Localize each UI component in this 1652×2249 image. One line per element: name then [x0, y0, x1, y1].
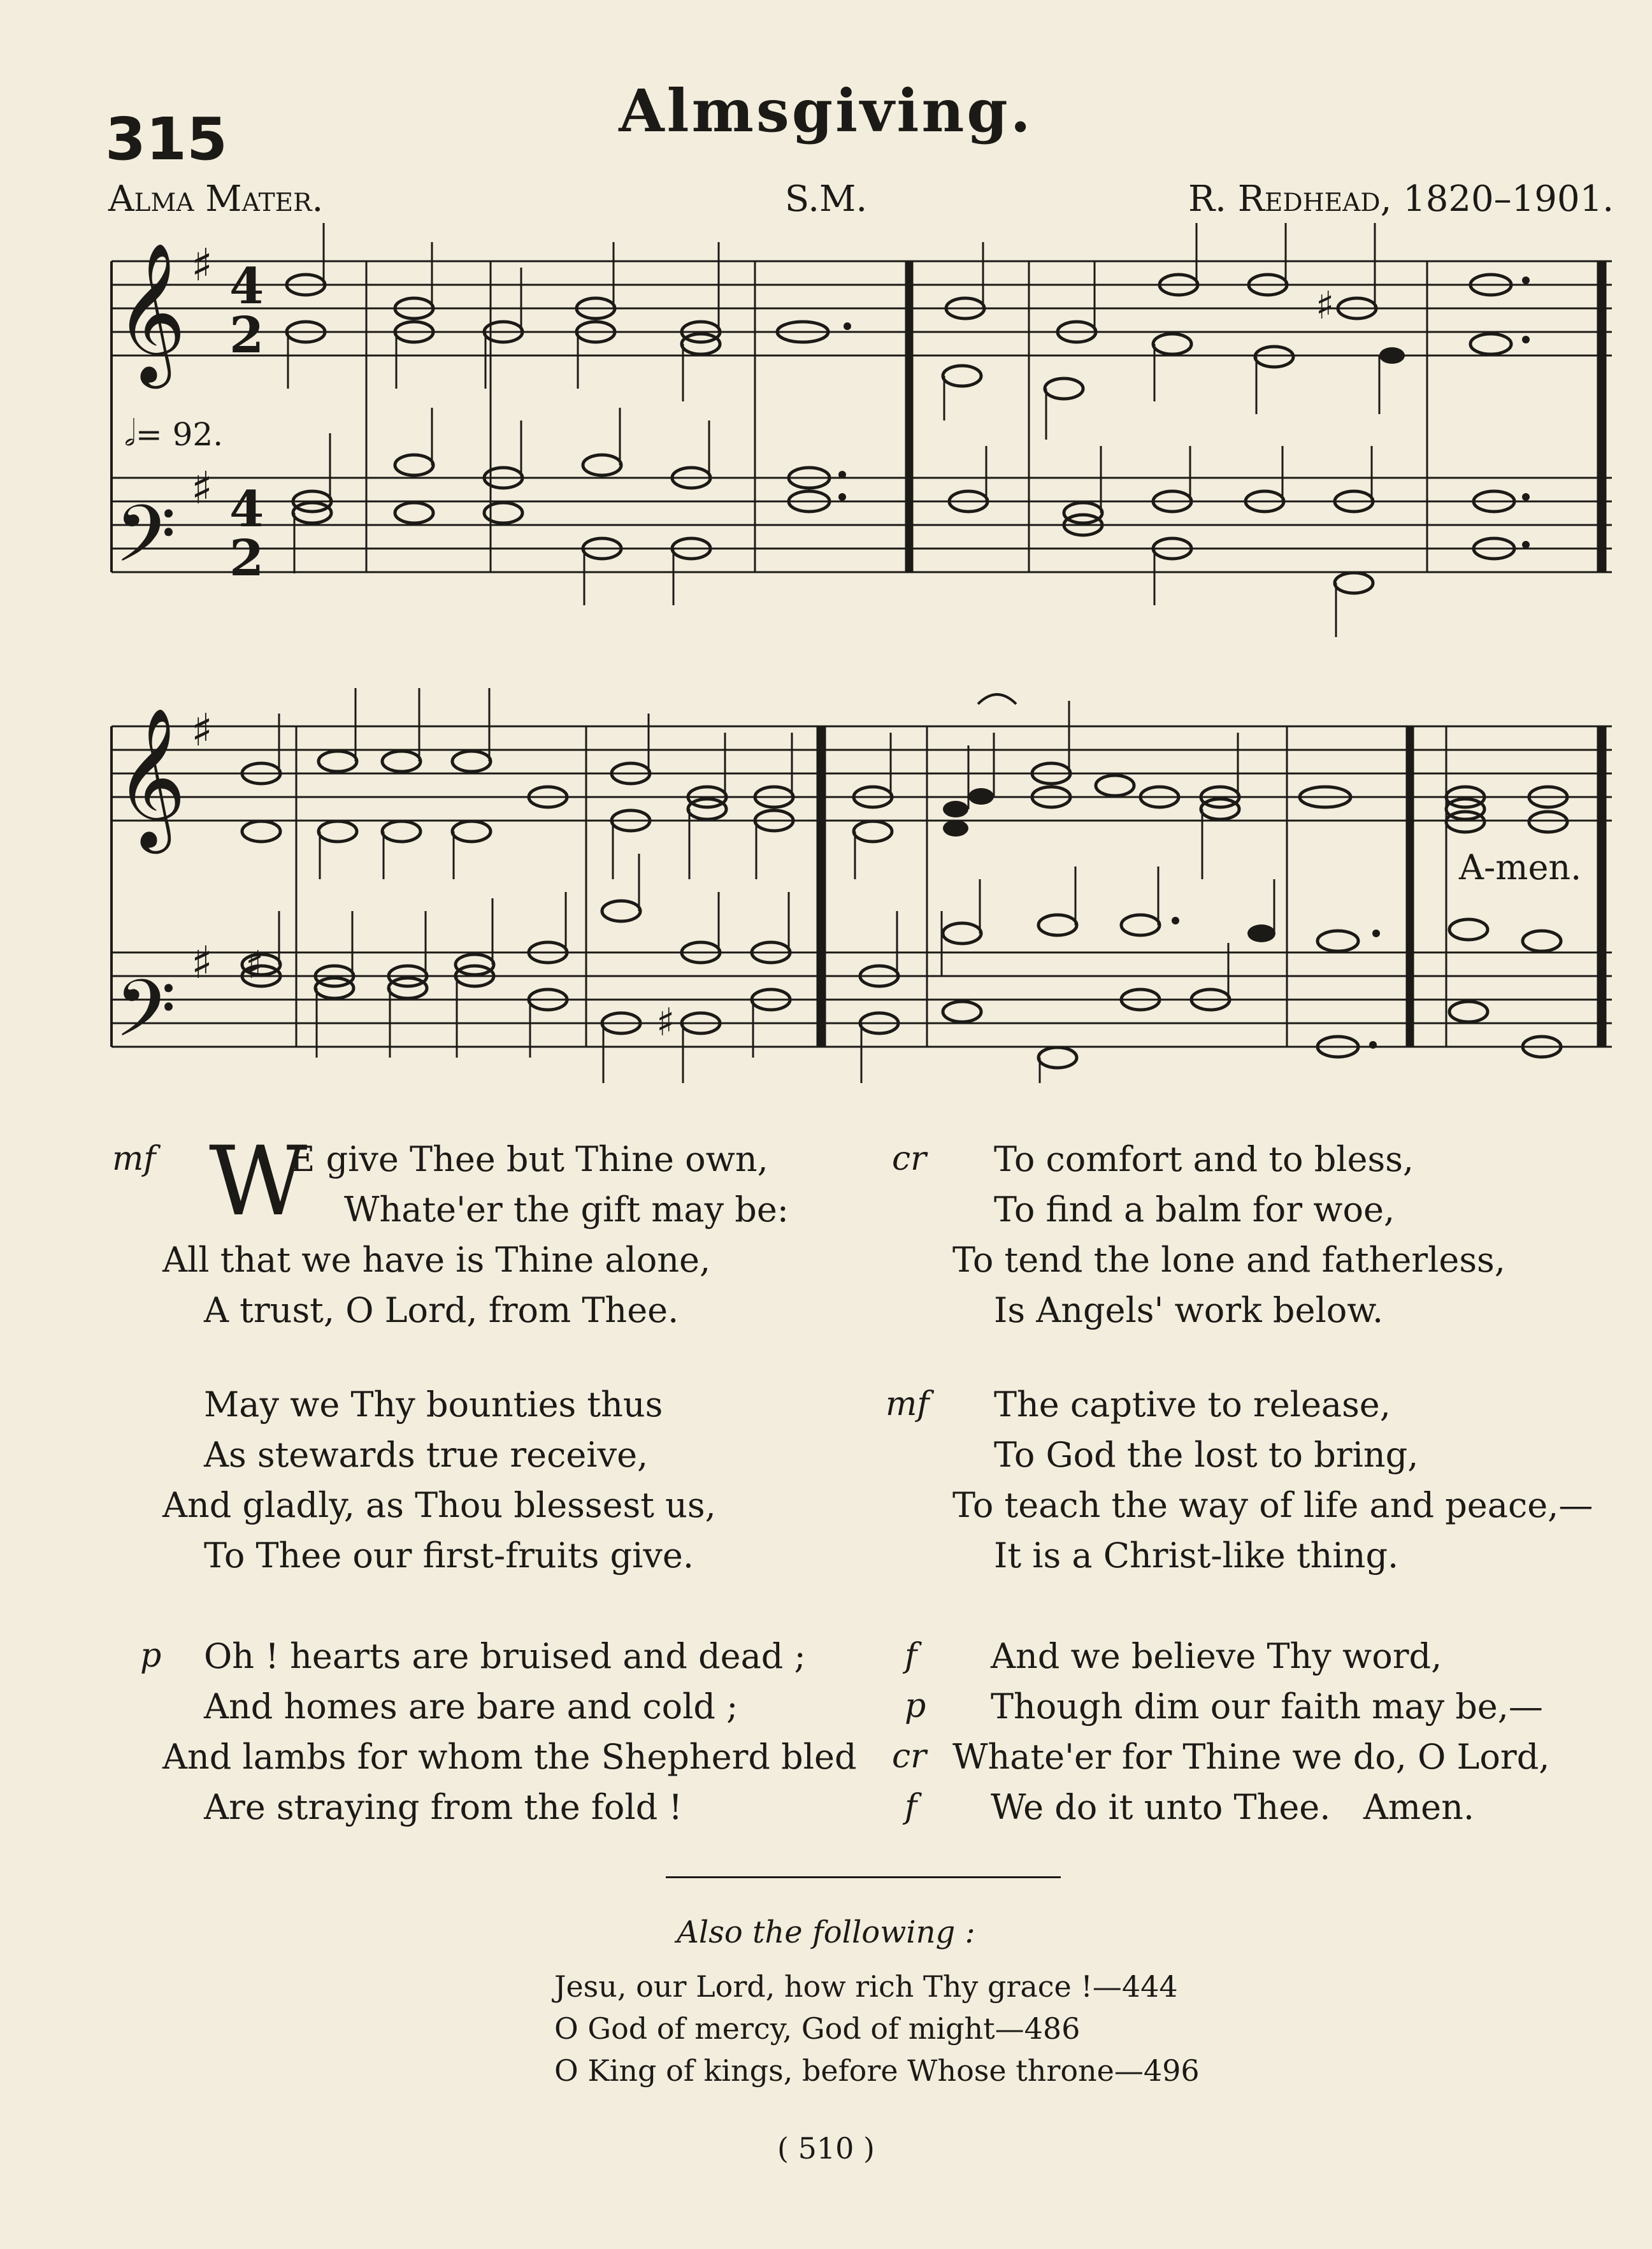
verse-line: A trust, O Lord, from Thee.: [204, 1290, 679, 1330]
hymn-title: Almsgiving.: [619, 76, 1033, 145]
verse-line: To find a balm for woe,: [994, 1189, 1395, 1230]
notes-filled: [943, 347, 1405, 942]
treble-clef-icon: 𝄞: [115, 707, 187, 847]
time-sig-top: 4: [229, 257, 264, 315]
list-item: O God of mercy, God of might—486: [554, 2011, 1081, 2046]
also-heading: Also the following :: [677, 1915, 975, 1950]
sharp-icon: ♯: [245, 943, 264, 988]
verse-line: The captive to release,: [994, 1384, 1391, 1425]
time-sig-bottom: 2: [229, 306, 264, 364]
bass-clef-icon: 𝄢: [115, 489, 176, 600]
composer-text: R. Redhead, 1820–1901.: [1188, 178, 1614, 220]
verse-line: E give Thee but Thine own,: [290, 1139, 768, 1179]
page-number: ( 510 ): [777, 2131, 875, 2166]
verse-line: Is Angels' work below.: [994, 1290, 1384, 1330]
sharp-icon: ♯: [191, 937, 213, 989]
verse-line: All that we have is Thine alone,: [162, 1240, 711, 1280]
half-note-icon: 𝅗𝅥: [124, 413, 136, 454]
dynamic-mark: cr: [892, 1140, 926, 1178]
fermata-icon: [978, 694, 1016, 704]
verse-line: To God the lost to bring,: [994, 1435, 1419, 1475]
verse-line: Oh ! hearts are bruised and dead ;: [204, 1636, 806, 1676]
verse-line: To tend the lone and fatherless,: [952, 1240, 1505, 1280]
verse-line: As stewards true receive,: [204, 1435, 649, 1475]
verse-line: Whate'er the gift may be:: [344, 1189, 789, 1230]
sharp-icon: ♯: [656, 1000, 675, 1045]
sharp-icon: ♯: [191, 239, 213, 291]
tempo-value: = 92.: [135, 416, 224, 453]
tune-name: Alma Mater.: [108, 178, 324, 220]
list-item: Jesu, our Lord, how rich Thy grace !—444: [554, 1969, 1178, 2004]
dynamic-mark: f: [905, 1788, 917, 1826]
verse-line: May we Thy bounties thus: [204, 1384, 663, 1425]
verse-line: And homes are bare and cold ;: [204, 1686, 738, 1727]
music-score: [0, 0, 1652, 1083]
time-sig-bottom: 2: [229, 529, 264, 587]
hymn-number: 315: [105, 105, 228, 173]
dynamic-mark: mf: [112, 1140, 156, 1178]
list-item: O King of kings, before Whose throne—496: [554, 2053, 1200, 2088]
divider: [666, 1876, 1061, 1878]
verse-line: And we believe Thy word,: [991, 1636, 1442, 1676]
note-stems: [279, 223, 1379, 1083]
sharp-icon: ♯: [191, 462, 213, 514]
bass-clef-icon: 𝄢: [115, 963, 176, 1074]
notes-system2-bass: [242, 901, 1561, 1068]
verse-line: Whate'er for Thine we do, O Lord,: [952, 1737, 1550, 1777]
verse-line: It is a Christ-like thing.: [994, 1535, 1399, 1576]
verse-line: And gladly, as Thou blessest us,: [162, 1485, 716, 1525]
treble-clef-icon: 𝄞: [115, 241, 187, 382]
system1-bass-staff: [111, 478, 1612, 572]
system1-treble-staff: [111, 261, 1612, 356]
tempo-marking: [124, 413, 223, 455]
sharp-icon: ♯: [1316, 284, 1335, 328]
verse-line: And lambs for whom the Shepherd bled: [162, 1737, 857, 1777]
amen-lyric: A-men.: [1459, 847, 1582, 887]
verse-line: Are straying from the fold !: [204, 1787, 683, 1827]
dynamic-mark: mf: [886, 1385, 930, 1423]
verse-line: To Thee our first-fruits give.: [204, 1535, 694, 1576]
time-sig-top: 4: [229, 480, 264, 538]
dynamic-mark: p: [905, 1687, 926, 1725]
dynamic-mark: cr: [892, 1737, 926, 1776]
verse-line: To teach the way of life and peace,—: [952, 1485, 1593, 1525]
verse-line: To comfort and to bless,: [994, 1139, 1414, 1179]
sharp-icon: ♯: [191, 704, 213, 756]
dynamic-mark: f: [905, 1637, 917, 1675]
drop-cap: W: [209, 1126, 308, 1237]
meter: S.M.: [784, 178, 868, 220]
verse-line: Though dim our faith may be,—: [991, 1686, 1543, 1727]
dynamic-mark: p: [140, 1637, 162, 1675]
verse-line: We do it unto Thee. Amen.: [991, 1787, 1475, 1827]
also-list: [554, 1965, 1200, 2092]
